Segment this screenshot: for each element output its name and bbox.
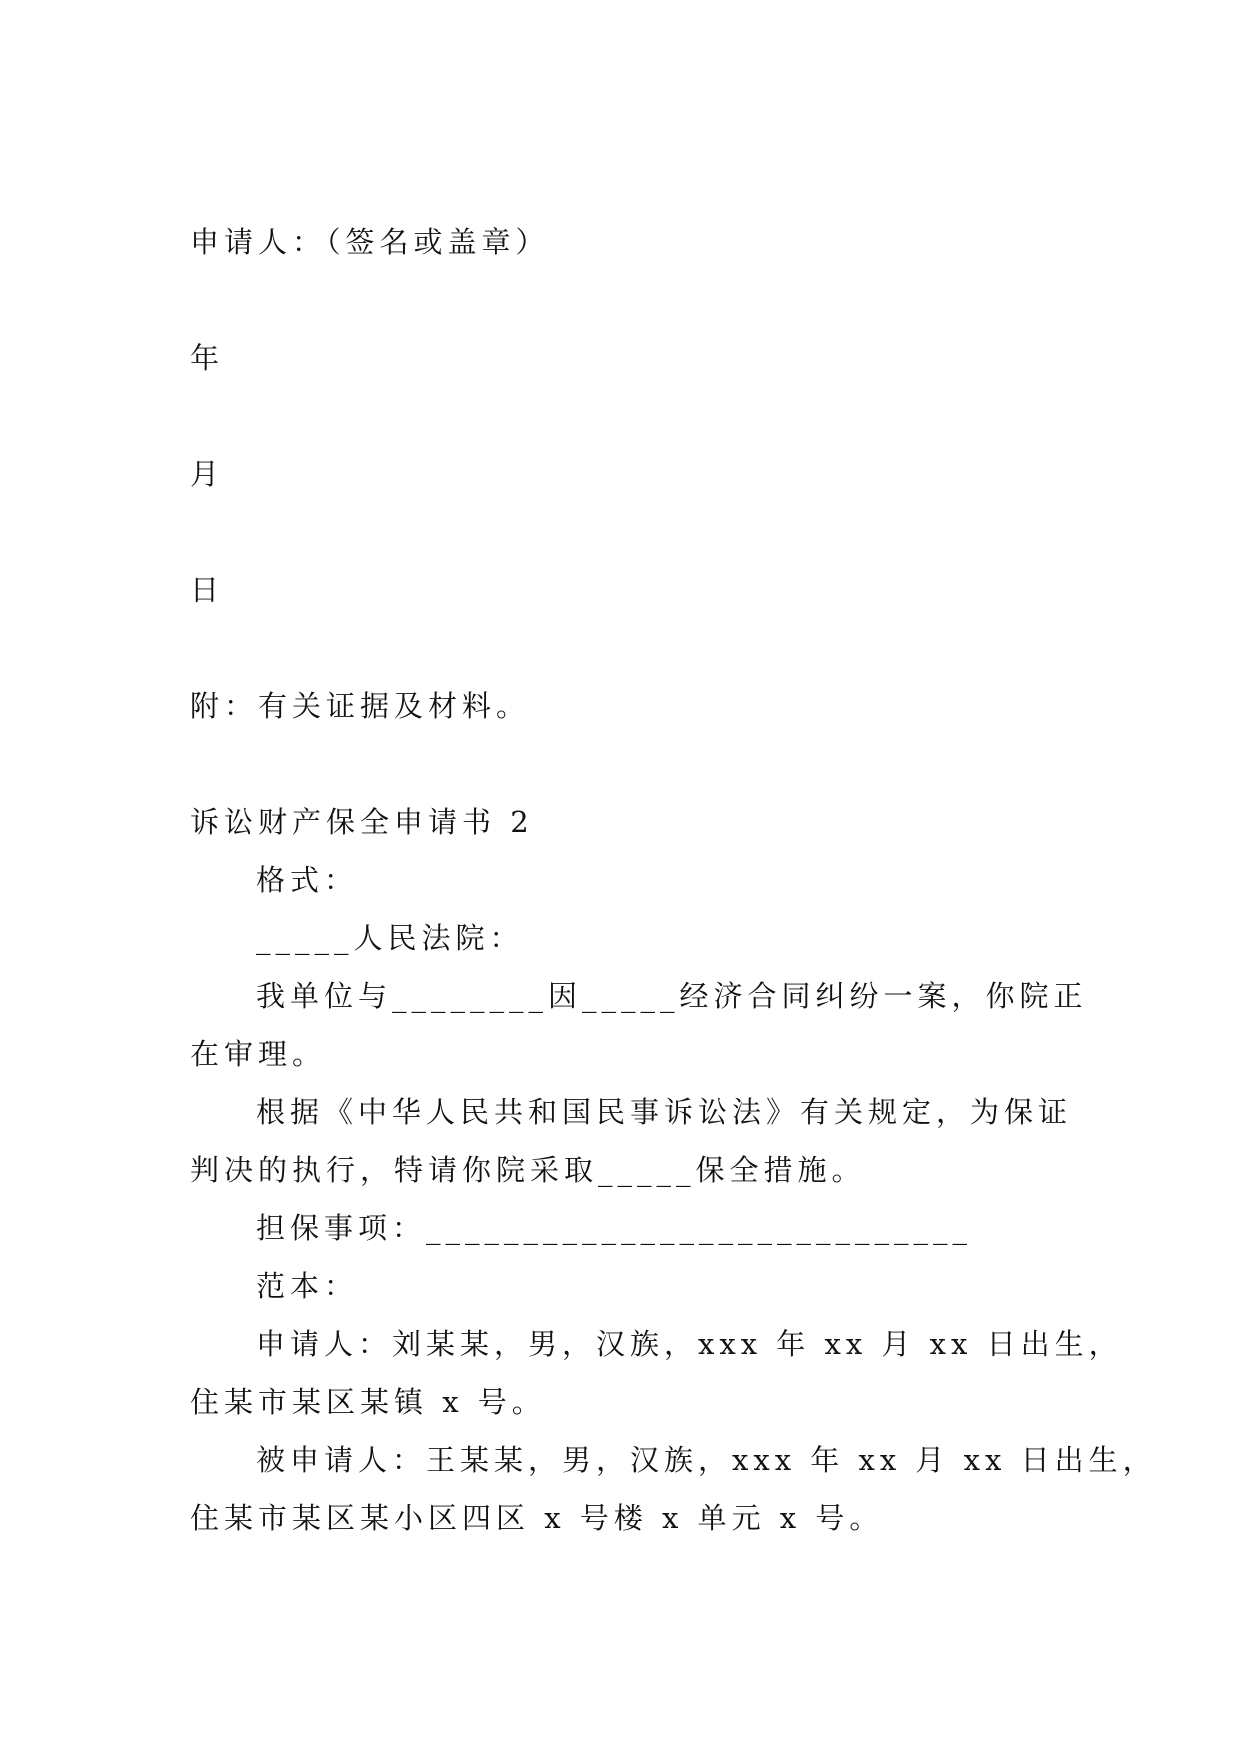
- respondent-info-line-1: 被申请人：王某某，男，汉族，xxx 年 xx 月 xx 日出生，: [256, 1443, 1157, 1477]
- court-addressee: _____人民法院：: [256, 921, 524, 955]
- format-label: 格式：: [256, 863, 359, 897]
- month-label: 月: [190, 457, 225, 491]
- legal-basis-line-1: 根据《中华人民共和国民事诉讼法》有关规定，为保证: [256, 1095, 1073, 1129]
- applicant-info-line-2: 住某市某区某镇 x 号。: [190, 1385, 546, 1419]
- respondent-info-line-2: 住某市某区某小区四区 x 号楼 x 单元 x 号。: [190, 1501, 884, 1535]
- attachment-note: 附：有关证据及材料。: [190, 689, 531, 723]
- sample-label: 范本：: [256, 1269, 359, 1303]
- applicant-signature-line: 申请人：（签名或盖章）: [190, 225, 550, 259]
- legal-basis-line-2: 判决的执行，特请你院采取_____保全措施。: [190, 1153, 866, 1187]
- day-label: 日: [190, 573, 225, 607]
- year-label: 年: [190, 341, 225, 375]
- applicant-info-line-1: 申请人：刘某某，男，汉族，xxx 年 xx 月 xx 日出生，: [256, 1327, 1123, 1361]
- case-statement-line-1: 我单位与________因_____经济合同纠纷一案，你院正: [256, 979, 1088, 1013]
- section-title: 诉讼财产保全申请书 2: [190, 805, 534, 839]
- guarantee-item: 担保事项：____________________________: [256, 1211, 973, 1245]
- case-statement-line-2: 在审理。: [190, 1037, 327, 1071]
